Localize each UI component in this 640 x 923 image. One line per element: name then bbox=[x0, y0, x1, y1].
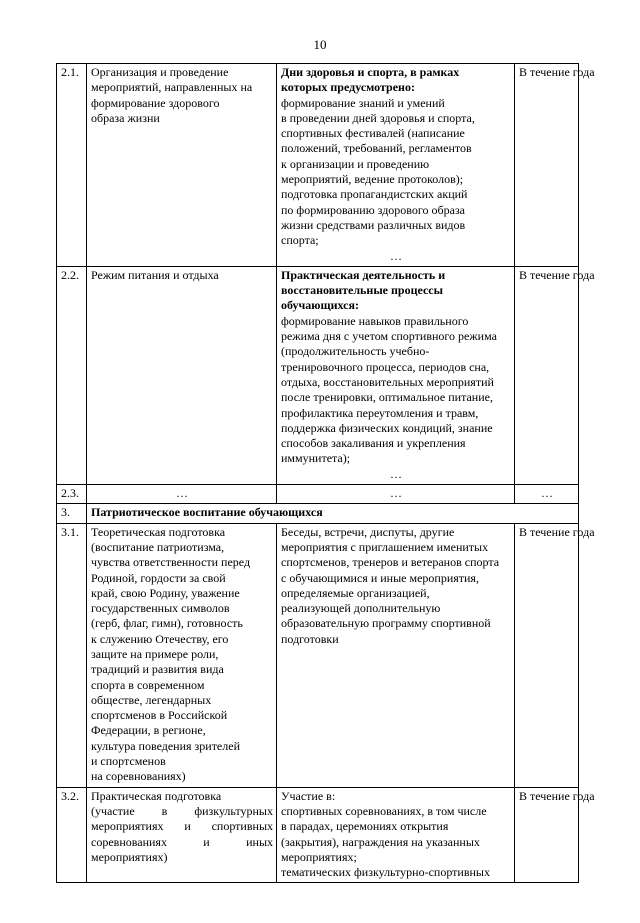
activity-line: положений, требований, регламентов bbox=[281, 141, 472, 156]
activity-line: подготовка пропагандистских акций bbox=[281, 187, 468, 202]
direction-line: защите на примере роли, bbox=[91, 646, 219, 661]
activity-heading-line: Практическая деятельность и bbox=[281, 267, 446, 282]
activity-line: после тренировки, оптимальное питание, bbox=[281, 390, 493, 405]
activity-heading-line: обучающихся: bbox=[281, 298, 359, 313]
term-cell: … bbox=[515, 485, 579, 504]
activity-line: тематических физкультурно-спортивных bbox=[281, 865, 490, 880]
direction-line: формирование здорового bbox=[91, 95, 220, 110]
activity-heading-line: которых предусмотрено: bbox=[281, 80, 415, 95]
direction-line: Теоретическая подготовка bbox=[91, 524, 226, 539]
term-cell: В течение года bbox=[515, 266, 579, 484]
activity-line: подготовки bbox=[281, 631, 339, 646]
row-number: 2.1. bbox=[57, 64, 87, 267]
activity-line: спортивных соревнованиях, в том числе bbox=[281, 803, 487, 818]
activity-cell bbox=[277, 64, 515, 267]
direction-line: … bbox=[176, 486, 188, 501]
activity-line: … bbox=[390, 248, 402, 263]
page-number: 10 bbox=[313, 37, 327, 52]
row-number: 3. bbox=[57, 504, 87, 523]
activity-line: (закрытия), награждения на указанных bbox=[281, 834, 480, 849]
section-title: Патриотическое воспитание обучающихся bbox=[91, 505, 323, 520]
activity-line: к организации и проведению bbox=[281, 156, 430, 171]
activity-line: профилактика переутомления и травм, bbox=[281, 405, 479, 420]
activity-line: режима дня с учетом спортивного режима bbox=[281, 329, 497, 344]
activity-line: определяемые организацией, bbox=[281, 585, 430, 600]
direction-line: спортсменов в Российской bbox=[91, 708, 228, 723]
direction-line: (воспитание патриотизма, bbox=[91, 539, 225, 554]
direction-line: и спортсменов bbox=[91, 754, 166, 769]
plan-table bbox=[56, 63, 595, 883]
activity-cell bbox=[277, 485, 515, 504]
activity-line: тренировочного процесса, периодов сна, bbox=[281, 359, 490, 374]
activity-line: образовательную программу спортивной bbox=[281, 616, 491, 631]
activity-line: мероприятия с приглашением именитых bbox=[281, 539, 489, 554]
row-number: 2.3. bbox=[57, 485, 87, 504]
direction-cell bbox=[87, 266, 277, 484]
activity-line: в парадах, церемониях открытия bbox=[281, 819, 449, 834]
activity-line: (продолжительность учебно- bbox=[281, 344, 430, 359]
activity-line: жизни средствами различных видов bbox=[281, 217, 466, 232]
section-title-cell bbox=[87, 504, 579, 523]
activity-line: … bbox=[390, 486, 402, 501]
activity-line: … bbox=[390, 466, 402, 481]
activity-cell bbox=[277, 266, 515, 484]
direction-line: спорта в современном bbox=[91, 677, 205, 692]
table-row bbox=[57, 504, 579, 523]
direction-line: соревнованиях и иных bbox=[91, 834, 273, 849]
term-cell: В течение года bbox=[515, 523, 579, 787]
term-cell: В течение года bbox=[515, 64, 579, 267]
activity-line: реализующей дополнительную bbox=[281, 601, 441, 616]
row-number: 3.1. bbox=[57, 523, 87, 787]
table-row bbox=[57, 64, 579, 267]
table-row bbox=[57, 266, 579, 484]
direction-cell bbox=[87, 485, 277, 504]
activity-heading-line: Дни здоровья и спорта, в рамках bbox=[281, 65, 460, 79]
activity-line: мероприятий, ведение протоколов); bbox=[281, 172, 464, 187]
table-row bbox=[57, 787, 579, 883]
direction-line: государственных символов bbox=[91, 601, 230, 616]
activity-line: иммунитета); bbox=[281, 451, 351, 466]
direction-cell bbox=[87, 787, 277, 883]
row-number: 2.2. bbox=[57, 266, 87, 484]
activity-line: спорта; bbox=[281, 233, 319, 248]
table-row bbox=[57, 523, 579, 787]
direction-line: мероприятиях и спортивных bbox=[91, 819, 273, 834]
direction-cell bbox=[87, 64, 277, 267]
direction-line: чувства ответственности перед bbox=[91, 555, 251, 570]
row-number: 3.2. bbox=[57, 787, 87, 883]
activity-line: в проведении дней здоровья и спорта, bbox=[281, 110, 475, 125]
direction-cell bbox=[87, 523, 277, 787]
table-row bbox=[57, 485, 579, 504]
term-cell: В течение года bbox=[515, 787, 579, 883]
activity-heading-line: восстановительные процессы bbox=[281, 283, 444, 298]
activity-line: отдыха, восстановительных мероприятий bbox=[281, 374, 494, 389]
direction-line: Федерации, в регионе, bbox=[91, 723, 206, 738]
direction-line: край, свою Родину, уважение bbox=[91, 585, 240, 600]
activity-line: спортсменов, тренеров и ветеранов спорта bbox=[281, 555, 500, 570]
activity-line: с обучающимися и иные мероприятия, bbox=[281, 570, 479, 585]
direction-line: традиций и развития вида bbox=[91, 662, 224, 677]
direction-line: Родиной, гордости за свой bbox=[91, 570, 226, 585]
direction-line: Практическая подготовка bbox=[91, 788, 222, 803]
activity-line: Беседы, встречи, диспуты, другие bbox=[281, 524, 455, 539]
activity-line: по формированию здорового образа bbox=[281, 202, 466, 217]
direction-line: на соревнованиях) bbox=[91, 769, 186, 784]
direction-line: обществе, легендарных bbox=[91, 692, 212, 707]
direction-line: Режим питания и отдыха bbox=[91, 267, 219, 282]
direction-line: мероприятий, направленных на bbox=[91, 80, 253, 95]
activity-line: способов закаливания и укрепления bbox=[281, 436, 466, 451]
direction-line: Организация и проведение bbox=[91, 65, 229, 79]
direction-line: мероприятиях) bbox=[91, 849, 168, 864]
activity-line: спортивных фестивалей (написание bbox=[281, 126, 465, 141]
activity-line: формирование навыков правильного bbox=[281, 313, 469, 328]
direction-line: к служению Отечеству, его bbox=[91, 631, 229, 646]
direction-line: образа жизни bbox=[91, 110, 160, 125]
direction-line: (герб, флаг, гимн), готовность bbox=[91, 616, 243, 631]
direction-line: культура поведения зрителей bbox=[91, 738, 240, 753]
activity-line: формирование знаний и умений bbox=[281, 95, 445, 110]
plan-table-body bbox=[57, 64, 595, 883]
direction-line: (участие в физкультурных bbox=[91, 803, 273, 818]
activity-cell bbox=[277, 787, 515, 883]
activity-line: мероприятиях; bbox=[281, 849, 357, 864]
activity-line: Участие в: bbox=[281, 788, 336, 803]
activity-line: поддержка физических кондиций, знание bbox=[281, 420, 493, 435]
activity-cell bbox=[277, 523, 515, 787]
